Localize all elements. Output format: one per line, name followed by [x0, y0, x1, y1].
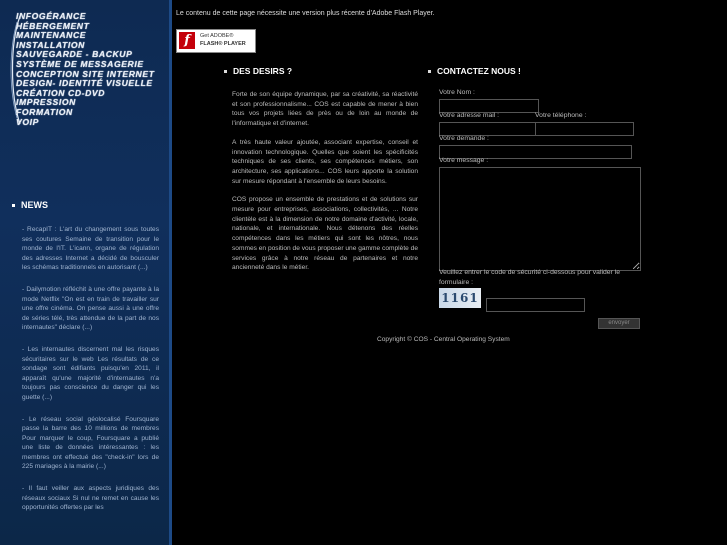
- email-input[interactable]: [439, 122, 537, 136]
- get-flash-player-button[interactable]: [176, 29, 256, 53]
- send-button[interactable]: envoyer: [598, 318, 640, 329]
- menu-item[interactable]: INFOGÉRANCE: [16, 11, 87, 21]
- menu-item[interactable]: HÉBERGEMENT: [16, 20, 90, 31]
- flash-notice: Le contenu de cette page nécessite une version plus récente d'Adobe Flash Player.: [176, 10, 435, 17]
- menu-item[interactable]: CONCEPTION SITE INTERNET: [16, 68, 155, 79]
- bullet-icon: [12, 204, 15, 207]
- des-desirs-title: DES DESIRS ?: [224, 66, 418, 76]
- phone-input[interactable]: [535, 122, 634, 136]
- captcha-image: 1161: [439, 288, 481, 308]
- message-label: Votre message :: [439, 157, 489, 164]
- news-item[interactable]: - RecapIT : L'art du changement sous toutes ses coutures Semaine de transition pour le monde de l'IT. L'icann, organe de régulation des adresses Internet a décidé de bousculer les schémas traditionnels en autorisant (...): [22, 226, 159, 272]
- sidebar-edge: [169, 0, 172, 545]
- bullet-icon: [428, 70, 431, 73]
- flash-logo-icon: f: [179, 32, 195, 49]
- copyright: Copyright © COS - Central Operating System: [377, 336, 510, 343]
- menu-item[interactable]: SYSTÈME DE MESSAGERIE: [16, 58, 144, 69]
- menu-item[interactable]: IMPRESSION: [16, 97, 76, 108]
- main-menu: [16, 12, 155, 127]
- news-item[interactable]: - Il faut veiller aux aspects juridiques des réseaux sociaux Si nul ne remet en cause les opportunités offertes par les: [22, 485, 159, 512]
- request-label: Votre demande :: [439, 135, 489, 142]
- news-item[interactable]: - Dailymotion réfléchit à une offre payante à la mode Netflix "On est en train de travailler sur une offre cinéma. On pense aussi à une offre de séries télé, très attendue de la part de nos internautes" déclare (...): [22, 285, 159, 332]
- news-item[interactable]: - Le réseau social géolocalisé Foursquare passe la barre des 10 millions de membres Pour marquer le coup, Foursquare a publié une liste de données intéressantes : les membres ont effectué des "check-in" lors de 225 mariages à la mairie (...): [22, 415, 159, 471]
- news-list: [22, 225, 159, 525]
- news-item[interactable]: - Les internautes discernent mal les risques sécuritaires sur le web Les résultats de ce sondage sont édifiants puisqu'en 2011, il apparaît qu'une majorité d'internautes n'a toujours pas conscience du danger qui les guette (...): [22, 345, 159, 401]
- menu-item[interactable]: MAINTENANCE: [16, 30, 87, 41]
- flash-badge-line1: Get ADOBE®: [200, 33, 234, 39]
- contact-title: CONTACTEZ NOUS !: [428, 66, 521, 76]
- menu-item[interactable]: CRÉATION CD-DVD: [16, 87, 106, 98]
- desirs-paragraph: A très haute valeur ajoutée, associant expertise, conseil et innovation technologique. Quelles que soient les spécificités techniques de ses clients, ses compétences métiers, son architecture, ses applications... COS leurs apporte la solution sur mesure répondant à l'ensemble de leurs besoins.: [232, 138, 418, 185]
- flash-badge-line2: FLASH® PLAYER: [200, 41, 246, 47]
- name-input[interactable]: [439, 99, 539, 113]
- phone-label: Votre téléphone :: [535, 112, 587, 119]
- menu-item[interactable]: INSTALLATION: [16, 39, 85, 50]
- desirs-paragraph: COS propose un ensemble de prestations et de solutions sur mesure pour entreprises, associations, collectivités, ... Notre clientèle est à la dimension de notre domaine d'activité, locale, nationale, et internationale. Nous détenons des réelles compétences dans les métiers qui sont les nôtres, nous sommes en position de vous proposer une gamme complète de services grâce à notre réseau de partenaires et notre ancienneté dans le métier.: [232, 196, 418, 272]
- menu-item[interactable]: SAUVEGARDE - BACKUP: [16, 49, 133, 60]
- des-desirs-section: [232, 66, 418, 282]
- news-heading: NEWS: [12, 200, 48, 210]
- menu-item[interactable]: FORMATION: [16, 106, 73, 117]
- bullet-icon: [224, 70, 227, 73]
- menu-item[interactable]: DESIGN- IDENTITÉ VISUELLE: [16, 78, 153, 89]
- desirs-paragraph: Forte de son équipe dynamique, par sa créativité, sa réactivité et son professionnalisme... COS est capable de mener à bien tous vos projets liées de près ou de loin au monde de l'informatique et d'internet.: [232, 91, 418, 128]
- captcha-instructions: Veuillez entrer le code de sécurité ci-dessous pour valider le formulaire :: [439, 269, 620, 286]
- email-label: Votre adresse mail :: [439, 112, 500, 119]
- menu-item[interactable]: VOIP: [16, 116, 39, 127]
- sidebar: [0, 0, 172, 545]
- captcha-input[interactable]: [486, 298, 585, 312]
- message-textarea[interactable]: [439, 167, 641, 271]
- name-label: Votre Nom :: [439, 89, 475, 96]
